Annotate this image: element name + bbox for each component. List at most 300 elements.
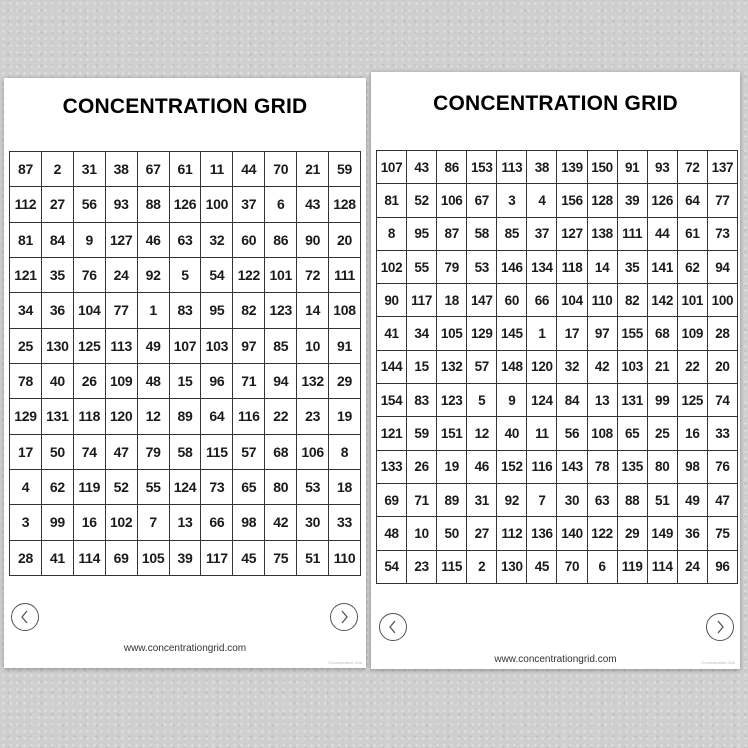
grid-sheet-right [371, 72, 740, 669]
grid-cell: 51 [647, 483, 677, 516]
grid-cell: 120 [527, 350, 557, 383]
grid-row [10, 187, 361, 222]
grid-cell: 26 [73, 363, 105, 398]
grid-cell: 88 [617, 483, 647, 516]
grid-cell: 103 [617, 350, 647, 383]
grid-cell: 62 [677, 250, 707, 283]
grid-cell: 86 [265, 222, 297, 257]
grid-cell: 12 [137, 399, 169, 434]
grid-cell: 29 [329, 363, 361, 398]
grid-cell: 68 [647, 317, 677, 350]
grid-row [377, 417, 738, 450]
grid-cell: 46 [137, 222, 169, 257]
grid-cell: 76 [73, 257, 105, 292]
grid-cell: 56 [557, 417, 587, 450]
grid-cell: 85 [265, 328, 297, 363]
grid-cell: 6 [587, 550, 617, 583]
grid-row [377, 217, 738, 250]
grid-row [10, 222, 361, 257]
grid-cell: 49 [137, 328, 169, 363]
grid-cell: 28 [10, 540, 42, 575]
grid-cell: 15 [169, 363, 201, 398]
grid-cell: 100 [707, 284, 737, 317]
grid-cell: 153 [467, 151, 497, 184]
grid-cell: 110 [329, 540, 361, 575]
grid-row [10, 469, 361, 504]
grid-cell: 2 [467, 550, 497, 583]
grid-cell: 79 [437, 250, 467, 283]
site-url: www.concentrationgrid.com [494, 654, 617, 665]
grid-cell: 31 [73, 152, 105, 187]
grid-cell: 119 [73, 469, 105, 504]
grid-cell: 115 [201, 434, 233, 469]
grid-cell: 130 [497, 550, 527, 583]
grid-row [377, 317, 738, 350]
grid-cell: 95 [201, 293, 233, 328]
grid-cell: 27 [41, 187, 73, 222]
grid-cell: 3 [10, 505, 42, 540]
grid-cell: 19 [437, 450, 467, 483]
grid-cell: 61 [169, 152, 201, 187]
grid-cell: 61 [677, 217, 707, 250]
grid-cell: 122 [587, 517, 617, 550]
grid-cell: 53 [467, 250, 497, 283]
grid-cell: 44 [233, 152, 265, 187]
grid-cell: 10 [297, 328, 329, 363]
grid-cell: 123 [437, 384, 467, 417]
grid-cell: 119 [617, 550, 647, 583]
grid-cell: 39 [617, 184, 647, 217]
grid-cell: 101 [265, 257, 297, 292]
grid-cell: 92 [137, 257, 169, 292]
grid-cell: 66 [201, 505, 233, 540]
grid-cell: 63 [169, 222, 201, 257]
grid-cell: 90 [297, 222, 329, 257]
grid-cell: 1 [137, 293, 169, 328]
grid-row [377, 450, 738, 483]
grid-cell: 94 [707, 250, 737, 283]
grid-cell: 105 [437, 317, 467, 350]
grid-cell: 34 [10, 293, 42, 328]
grid-cell: 29 [617, 517, 647, 550]
grid-cell: 116 [527, 450, 557, 483]
grid-cell: 111 [617, 217, 647, 250]
grid-row [377, 184, 738, 217]
grid-cell: 113 [497, 151, 527, 184]
grid-cell: 1 [527, 317, 557, 350]
grid-cell: 16 [73, 505, 105, 540]
grid-cell: 56 [73, 187, 105, 222]
grid-cell: 50 [41, 434, 73, 469]
grid-cell: 40 [497, 417, 527, 450]
grid-cell: 5 [169, 257, 201, 292]
grid-cell: 85 [497, 217, 527, 250]
grid-cell: 70 [557, 550, 587, 583]
grid-cell: 21 [647, 350, 677, 383]
grid-cell: 75 [707, 517, 737, 550]
grid-cell: 142 [647, 284, 677, 317]
next-button[interactable] [330, 603, 358, 631]
grid-cell: 155 [617, 317, 647, 350]
grid-cell: 129 [467, 317, 497, 350]
grid-cell: 71 [407, 483, 437, 516]
grid-cell: 120 [105, 399, 137, 434]
grid-cell: 84 [41, 222, 73, 257]
grid-row [377, 250, 738, 283]
grid-cell: 37 [233, 187, 265, 222]
grid-cell: 145 [497, 317, 527, 350]
grid-cell: 10 [407, 517, 437, 550]
next-button[interactable] [706, 613, 734, 641]
grid-cell: 106 [437, 184, 467, 217]
grid-cell: 58 [467, 217, 497, 250]
grid-cell: 57 [233, 434, 265, 469]
grid-cell: 70 [265, 152, 297, 187]
grid-cell: 133 [377, 450, 407, 483]
grid-cell: 76 [707, 450, 737, 483]
grid-cell: 33 [329, 505, 361, 540]
grid-cell: 137 [707, 151, 737, 184]
grid-cell: 82 [233, 293, 265, 328]
grid-cell: 130 [41, 328, 73, 363]
grid-cell: 81 [377, 184, 407, 217]
grid-cell: 47 [707, 483, 737, 516]
grid-cell: 99 [41, 505, 73, 540]
grid-cell: 108 [329, 293, 361, 328]
grid-cell: 67 [467, 184, 497, 217]
grid-cell: 37 [527, 217, 557, 250]
grid-row [10, 363, 361, 398]
grid-cell: 95 [407, 217, 437, 250]
grid-cell: 59 [329, 152, 361, 187]
grid-cell: 116 [233, 399, 265, 434]
grid-cell: 98 [233, 505, 265, 540]
grid-cell: 13 [587, 384, 617, 417]
grid-cell: 36 [41, 293, 73, 328]
grid-cell: 117 [201, 540, 233, 575]
grid-cell: 62 [41, 469, 73, 504]
grid-row [377, 483, 738, 516]
number-grid [376, 150, 738, 584]
grid-cell: 23 [407, 550, 437, 583]
grid-cell: 5 [467, 384, 497, 417]
grid-cell: 17 [557, 317, 587, 350]
grid-cell: 19 [329, 399, 361, 434]
grid-cell: 104 [73, 293, 105, 328]
grid-cell: 118 [73, 399, 105, 434]
grid-cell: 73 [201, 469, 233, 504]
grid-cell: 35 [41, 257, 73, 292]
grid-cell: 36 [677, 517, 707, 550]
grid-cell: 128 [587, 184, 617, 217]
grid-cell: 106 [297, 434, 329, 469]
grid-cell: 58 [169, 434, 201, 469]
grid-row [10, 257, 361, 292]
grid-cell: 80 [647, 450, 677, 483]
grid-row [377, 550, 738, 583]
grid-cell: 84 [557, 384, 587, 417]
grid-cell: 38 [527, 151, 557, 184]
grid-cell: 105 [137, 540, 169, 575]
grid-cell: 13 [169, 505, 201, 540]
grid-cell: 44 [647, 217, 677, 250]
grid-cell: 117 [407, 284, 437, 317]
grid-cell: 42 [265, 505, 297, 540]
grid-cell: 115 [437, 550, 467, 583]
previous-button[interactable] [11, 603, 39, 631]
grid-row [10, 434, 361, 469]
grid-cell: 45 [233, 540, 265, 575]
sheet-title: CONCENTRATION GRID [433, 92, 678, 115]
grid-cell: 53 [297, 469, 329, 504]
grid-cell: 125 [73, 328, 105, 363]
grid-cell: 18 [437, 284, 467, 317]
sheet-title: CONCENTRATION GRID [62, 95, 308, 118]
grid-cell: 3 [497, 184, 527, 217]
grid-cell: 128 [329, 187, 361, 222]
grid-cell: 63 [587, 483, 617, 516]
grid-cell: 54 [377, 550, 407, 583]
grid-cell: 151 [437, 417, 467, 450]
grid-cell: 33 [707, 417, 737, 450]
grid-cell: 113 [105, 328, 137, 363]
grid-cell: 74 [73, 434, 105, 469]
grid-cell: 22 [677, 350, 707, 383]
grid-cell: 92 [497, 483, 527, 516]
grid-cell: 104 [557, 284, 587, 317]
grid-cell: 114 [647, 550, 677, 583]
grid-cell: 30 [297, 505, 329, 540]
grid-cell: 8 [377, 217, 407, 250]
grid-cell: 152 [497, 450, 527, 483]
grid-cell: 121 [377, 417, 407, 450]
grid-cell: 34 [407, 317, 437, 350]
grid-cell: 132 [437, 350, 467, 383]
grid-cell: 24 [677, 550, 707, 583]
grid-cell: 77 [707, 184, 737, 217]
grid-row [377, 384, 738, 417]
grid-cell: 107 [377, 151, 407, 184]
grid-row [377, 517, 738, 550]
grid-cell: 9 [497, 384, 527, 417]
grid-cell: 30 [557, 483, 587, 516]
grid-cell: 109 [105, 363, 137, 398]
grid-cell: 42 [587, 350, 617, 383]
grid-cell: 81 [10, 222, 42, 257]
grid-row [10, 540, 361, 575]
grid-cell: 103 [201, 328, 233, 363]
grid-cell: 72 [677, 151, 707, 184]
grid-cell: 146 [497, 250, 527, 283]
grid-cell: 96 [201, 363, 233, 398]
grid-cell: 118 [557, 250, 587, 283]
grid-cell: 132 [297, 363, 329, 398]
grid-cell: 21 [297, 152, 329, 187]
grid-cell: 124 [169, 469, 201, 504]
grid-cell: 83 [169, 293, 201, 328]
grid-cell: 97 [233, 328, 265, 363]
grid-cell: 67 [137, 152, 169, 187]
grid-cell: 2 [41, 152, 73, 187]
grid-row [10, 399, 361, 434]
grid-cell: 86 [437, 151, 467, 184]
grid-cell: 20 [707, 350, 737, 383]
grid-cell: 12 [467, 417, 497, 450]
grid-cell: 64 [677, 184, 707, 217]
grid-cell: 4 [10, 469, 42, 504]
grid-cell: 16 [677, 417, 707, 450]
grid-cell: 49 [677, 483, 707, 516]
grid-cell: 124 [527, 384, 557, 417]
grid-cell: 79 [137, 434, 169, 469]
grid-cell: 9 [73, 222, 105, 257]
grid-cell: 60 [497, 284, 527, 317]
grid-row [10, 505, 361, 540]
grid-cell: 35 [617, 250, 647, 283]
grid-cell: 14 [587, 250, 617, 283]
grid-cell: 135 [617, 450, 647, 483]
grid-cell: 41 [377, 317, 407, 350]
grid-cell: 89 [169, 399, 201, 434]
grid-cell: 65 [233, 469, 265, 504]
grid-cell: 87 [10, 152, 42, 187]
grid-cell: 69 [377, 483, 407, 516]
grid-cell: 78 [10, 363, 42, 398]
grid-cell: 112 [10, 187, 42, 222]
grid-cell: 25 [647, 417, 677, 450]
grid-cell: 77 [105, 293, 137, 328]
grid-cell: 141 [647, 250, 677, 283]
watermark: Concentration Grid [328, 660, 362, 665]
grid-cell: 15 [407, 350, 437, 383]
grid-cell: 46 [467, 450, 497, 483]
grid-cell: 64 [201, 399, 233, 434]
grid-cell: 107 [169, 328, 201, 363]
grid-cell: 59 [407, 417, 437, 450]
grid-cell: 47 [105, 434, 137, 469]
grid-cell: 88 [137, 187, 169, 222]
grid-cell: 17 [10, 434, 42, 469]
grid-cell: 43 [407, 151, 437, 184]
grid-cell: 83 [407, 384, 437, 417]
grid-cell: 52 [407, 184, 437, 217]
grid-cell: 32 [201, 222, 233, 257]
grid-cell: 11 [527, 417, 557, 450]
grid-cell: 7 [137, 505, 169, 540]
grid-cell: 20 [329, 222, 361, 257]
grid-cell: 72 [297, 257, 329, 292]
grid-cell: 90 [377, 284, 407, 317]
grid-cell: 18 [329, 469, 361, 504]
grid-cell: 97 [587, 317, 617, 350]
grid-cell: 38 [105, 152, 137, 187]
grid-cell: 51 [297, 540, 329, 575]
grid-cell: 27 [467, 517, 497, 550]
grid-cell: 54 [201, 257, 233, 292]
grid-cell: 102 [105, 505, 137, 540]
grid-cell: 126 [169, 187, 201, 222]
grid-cell: 131 [617, 384, 647, 417]
grid-cell: 91 [329, 328, 361, 363]
grid-cell: 26 [407, 450, 437, 483]
grid-cell: 89 [437, 483, 467, 516]
number-grid [9, 151, 361, 576]
grid-cell: 134 [527, 250, 557, 283]
grid-cell: 98 [677, 450, 707, 483]
grid-cell: 100 [201, 187, 233, 222]
grid-cell: 148 [497, 350, 527, 383]
grid-cell: 125 [677, 384, 707, 417]
grid-cell: 149 [647, 517, 677, 550]
grid-cell: 31 [467, 483, 497, 516]
grid-cell: 114 [73, 540, 105, 575]
grid-cell: 129 [10, 399, 42, 434]
grid-cell: 109 [677, 317, 707, 350]
site-url: www.concentrationgrid.com [123, 643, 247, 654]
grid-row [377, 350, 738, 383]
grid-cell: 123 [265, 293, 297, 328]
grid-cell: 127 [105, 222, 137, 257]
grid-cell: 23 [297, 399, 329, 434]
grid-cell: 55 [407, 250, 437, 283]
grid-cell: 93 [105, 187, 137, 222]
grid-cell: 50 [437, 517, 467, 550]
grid-cell: 71 [233, 363, 265, 398]
grid-cell: 48 [137, 363, 169, 398]
grid-cell: 110 [587, 284, 617, 317]
grid-cell: 65 [617, 417, 647, 450]
grid-cell: 101 [677, 284, 707, 317]
grid-cell: 102 [377, 250, 407, 283]
grid-cell: 14 [297, 293, 329, 328]
grid-cell: 40 [41, 363, 73, 398]
grid-cell: 39 [169, 540, 201, 575]
grid-cell: 87 [437, 217, 467, 250]
grid-cell: 154 [377, 384, 407, 417]
grid-sheet-left [4, 78, 366, 668]
grid-cell: 108 [587, 417, 617, 450]
grid-row [377, 284, 738, 317]
grid-cell: 45 [527, 550, 557, 583]
chevron-right-icon [714, 620, 726, 634]
grid-cell: 150 [587, 151, 617, 184]
grid-cell: 126 [647, 184, 677, 217]
grid-cell: 6 [265, 187, 297, 222]
grid-cell: 121 [10, 257, 42, 292]
grid-cell: 75 [265, 540, 297, 575]
grid-row [377, 151, 738, 184]
grid-cell: 112 [497, 517, 527, 550]
grid-cell: 94 [265, 363, 297, 398]
grid-cell: 7 [527, 483, 557, 516]
previous-button[interactable] [379, 613, 407, 641]
chevron-left-icon [387, 620, 399, 634]
grid-cell: 11 [201, 152, 233, 187]
grid-cell: 140 [557, 517, 587, 550]
grid-cell: 91 [617, 151, 647, 184]
chevron-left-icon [19, 610, 31, 624]
grid-cell: 144 [377, 350, 407, 383]
grid-cell: 99 [647, 384, 677, 417]
grid-cell: 122 [233, 257, 265, 292]
grid-cell: 136 [527, 517, 557, 550]
grid-cell: 80 [265, 469, 297, 504]
grid-cell: 131 [41, 399, 73, 434]
grid-cell: 74 [707, 384, 737, 417]
grid-cell: 52 [105, 469, 137, 504]
grid-cell: 41 [41, 540, 73, 575]
grid-row [10, 293, 361, 328]
